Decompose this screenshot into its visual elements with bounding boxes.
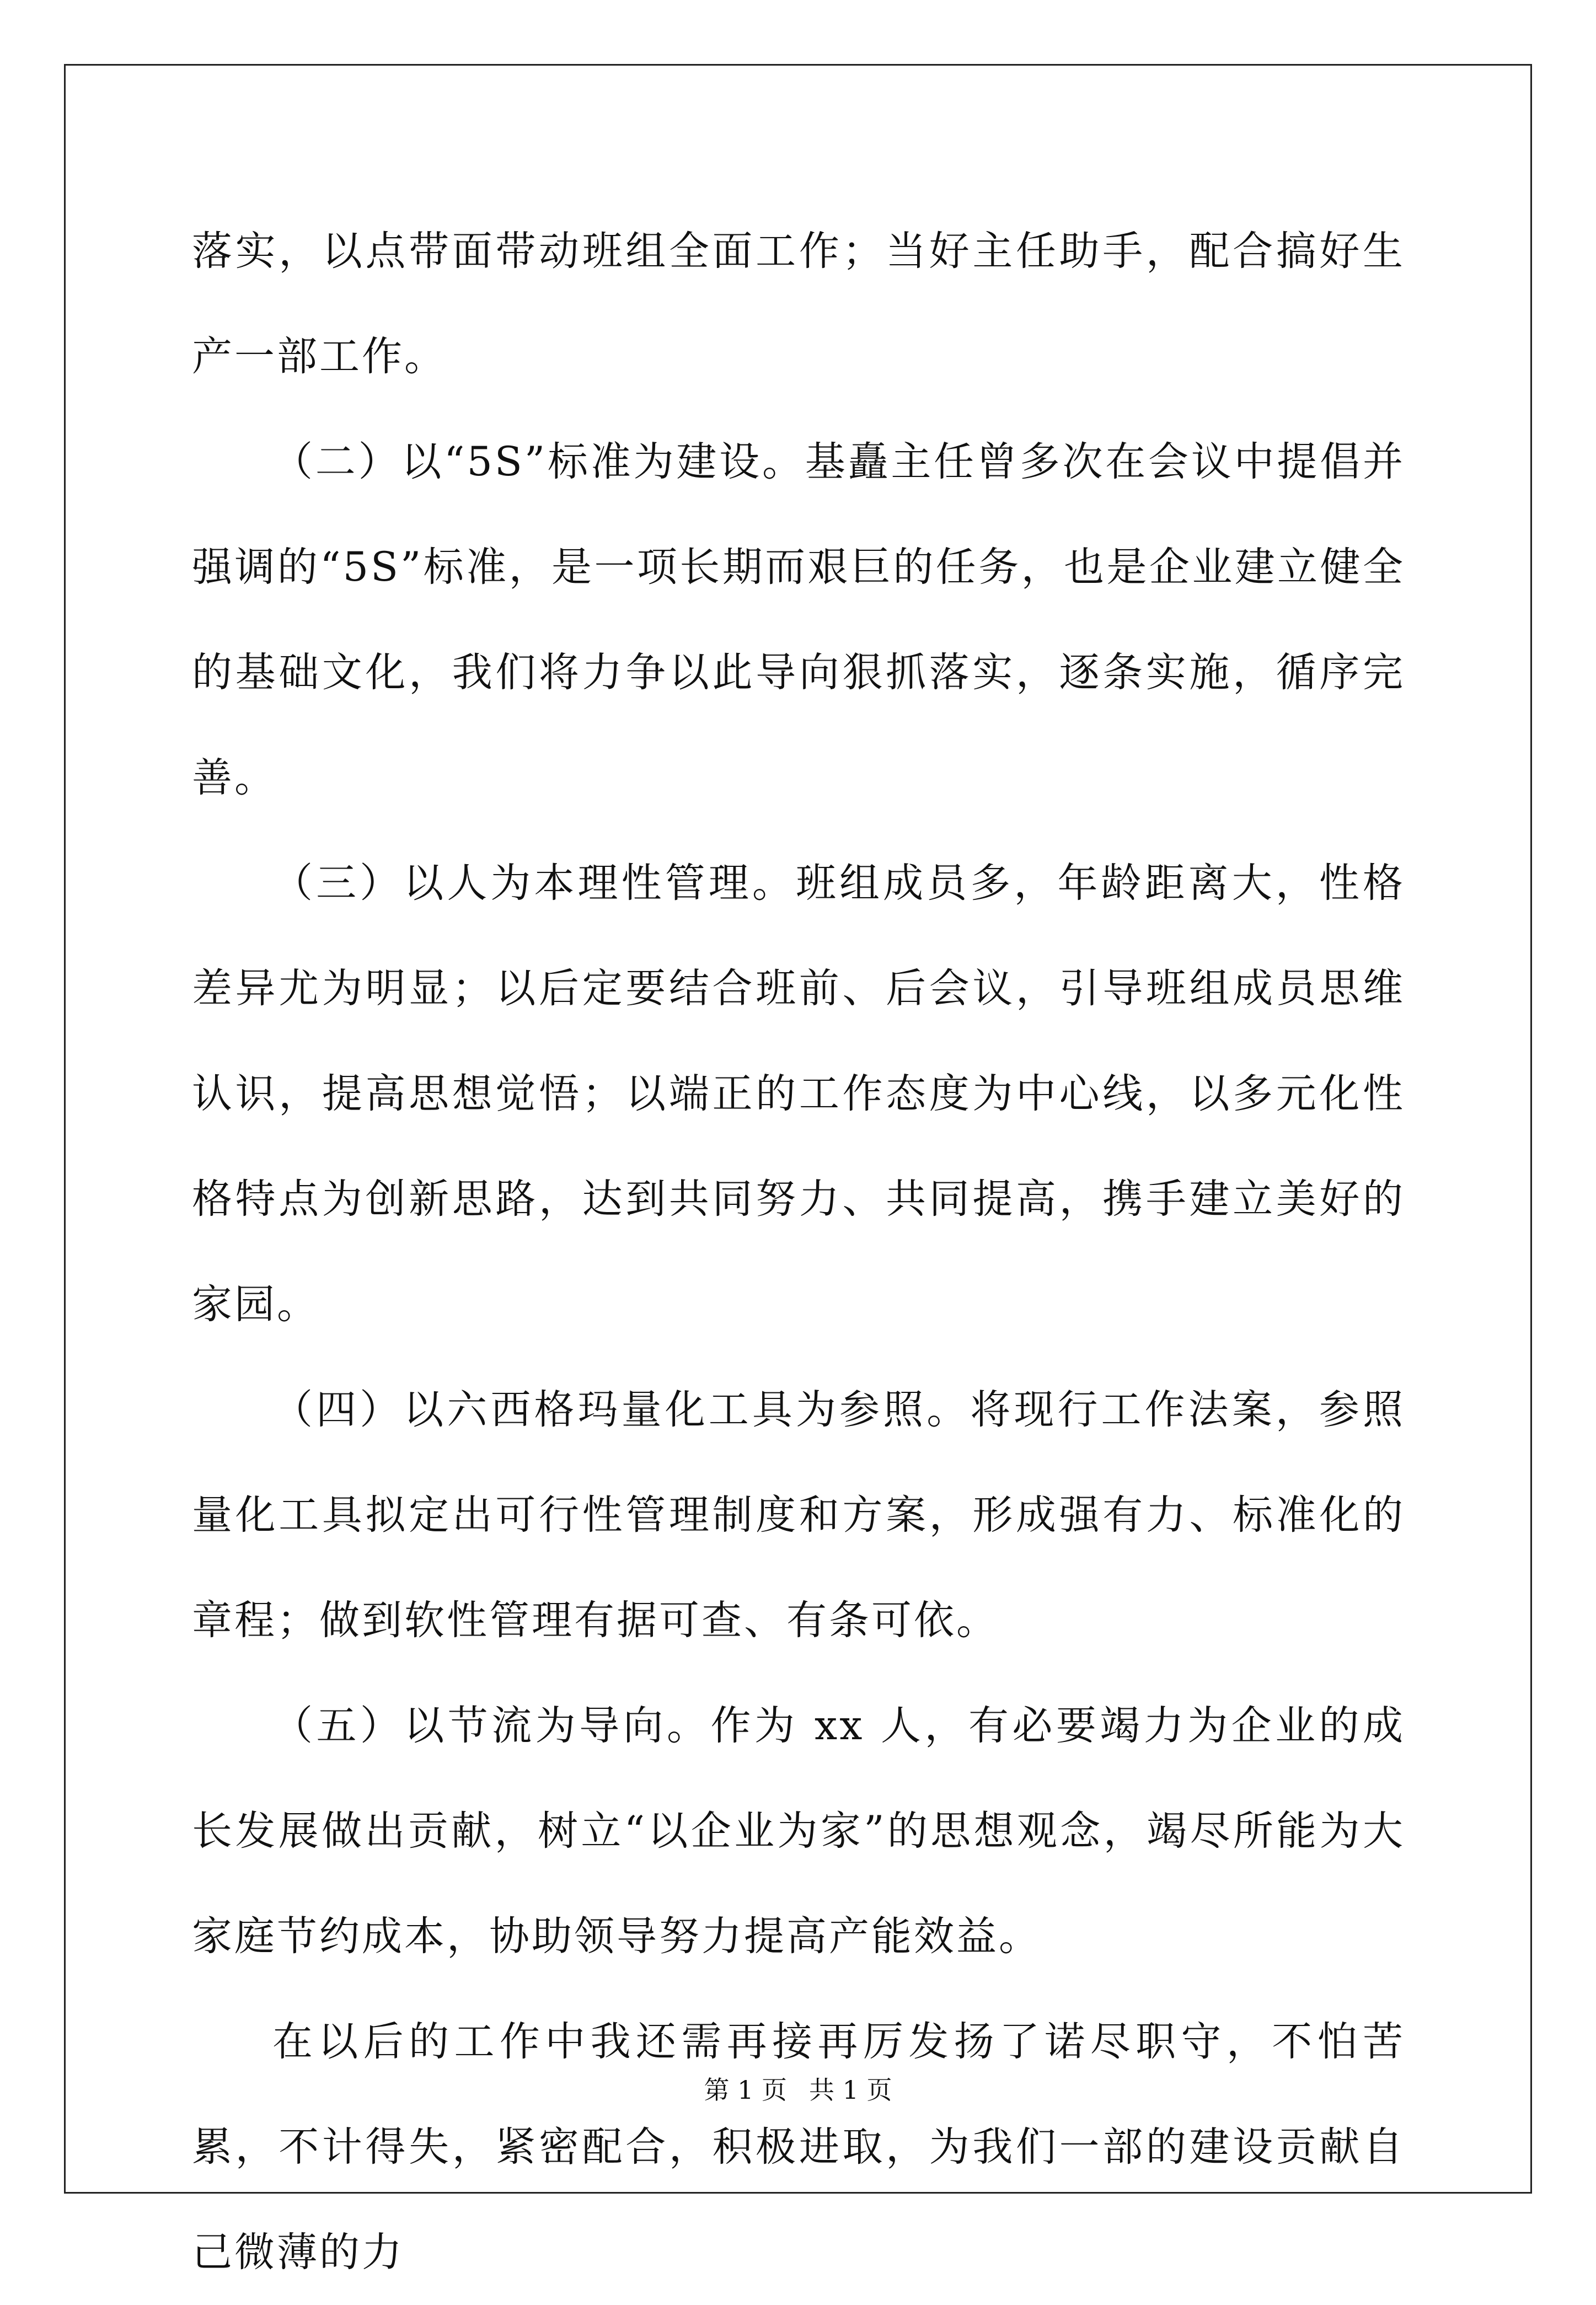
page-footer [0,2073,1596,2106]
page-total: 共 1 页 [809,2075,892,2105]
document-body [192,199,1405,2305]
paragraph-item-5: （五）以节流为导向。作为 xx 人，有必要竭力为企业的成长发展做出贡献，树立“以企业为家”的思想观念，竭尽所能为大家庭节约成本，协助领导努力提高产能效益。 [192,1702,1405,1960]
paragraph-continuation: 落实，以点带面带动班组全面工作；当好主任助手，配合搞好生产一部工作。 [192,228,1405,380]
paragraph-item-2: （二）以“5S”标准为建设。基矗主任曾多次在会议中提倡并强调的“5S”标准，是一项长期而艰巨的任务，也是企业建立健全的基础文化，我们将力争以此导向狠抓落实，逐条实施，循序完善。 [192,438,1405,801]
paragraph-item-4: （四）以六西格玛量化工具为参照。将现行工作法案，参照量化工具拟定出可行性管理制度和方案，形成强有力、标准化的章程；做到软性管理有据可查、有条可依。 [192,1386,1405,1644]
paragraph-item-3: （三）以人为本理性管理。班组成员多，年龄距离大，性格差异尤为明显；以后定要结合班前、后会议，引导班组成员思维认识，提高思想觉悟；以端正的工作态度为中心线，以多元化性格特点为创新思路，达到共同努力、共同提高，携手建立美好的家园。 [192,860,1405,1328]
page-number: 第 1 页 [704,2075,787,2105]
paragraph-closing: 在以后的工作中我还需再接再厉发扬了诺尽职守，不怕苦累，不计得失，紧密配合，积极进取，为我们一部的建设贡献自己微薄的力 [192,2018,1405,2276]
